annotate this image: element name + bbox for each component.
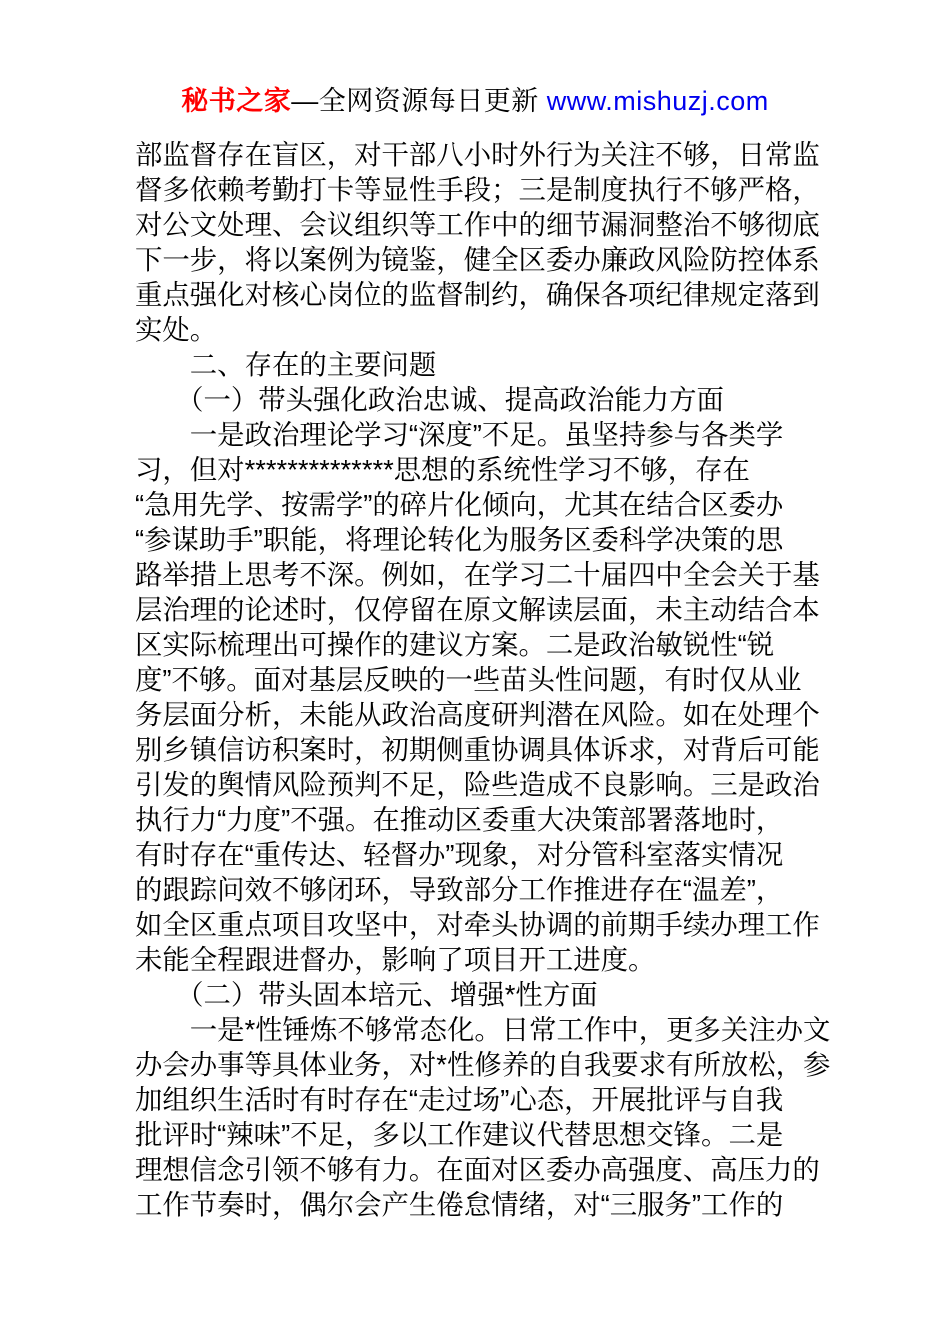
text-line: 加组织生活时有时存在“走过场”心态，开展批评与自我 bbox=[135, 1084, 784, 1115]
text-line: 有时存在“重传达、轻督办”现象，对分管科室落实情况 bbox=[135, 839, 784, 870]
text-line: 部监督存在盲区，对干部八小时外行为关注不够，日常监 bbox=[135, 139, 820, 170]
text-line: “参谋助手”职能，将理论转化为服务区委科学决策的思 bbox=[135, 524, 784, 555]
text-line: 督多依赖考勤打卡等显性手段；三是制度执行不够严格， bbox=[135, 174, 820, 205]
site-name-separator: — bbox=[291, 86, 319, 116]
text-line: 理想信念引领不够有力。在面对区委办高强度、高压力的 bbox=[135, 1154, 820, 1185]
text-line: 重点强化对核心岗位的监督制约，确保各项纪律规定落到 bbox=[135, 279, 820, 310]
text-line: 的跟踪问效不够闭环，导致部分工作推进存在“温差”， bbox=[135, 874, 784, 905]
text-line: 一是*性锤炼不够常态化。日常工作中，更多关注办文 bbox=[135, 1014, 831, 1045]
text-line: 二、存在的主要问题 bbox=[135, 349, 437, 380]
text-line: 如全区重点项目攻坚中，对牵头协调的前期手续办理工作 bbox=[135, 909, 820, 940]
text-line: “急用先学、按需学”的碎片化倾向，尤其在结合区委办 bbox=[135, 489, 784, 520]
text-line: 度”不够。面对基层反映的一些苗头性问题，有时仅从业 bbox=[135, 664, 802, 695]
text-line: 路举措上思考不深。例如，在学习二十届四中全会关于基 bbox=[135, 559, 820, 590]
text-line: （二）带头固本培元、增强*性方面 bbox=[135, 979, 598, 1010]
site-header bbox=[0, 84, 950, 118]
text-line: 层治理的论述时，仅停留在原文解读层面，未主动结合本 bbox=[135, 594, 820, 625]
text-line: 工作节奏时，偶尔会产生倦怠情绪，对“三服务”工作的 bbox=[135, 1189, 784, 1220]
text-line: 下一步，将以案例为镜鉴，健全区委办廉政风险防控体系 bbox=[135, 244, 820, 275]
text-line: 一是政治理论学习“深度”不足。虽坚持参与各类学 bbox=[135, 419, 784, 450]
text-line: 执行力“力度”不强。在推动区委重大决策部署落地时， bbox=[135, 804, 784, 835]
site-url-link[interactable]: www.mishuzj.com bbox=[546, 86, 769, 116]
text-line: 对公文处理、会议组织等工作中的细节漏洞整治不够彻底 bbox=[135, 209, 820, 240]
text-line: 批评时“辣味”不足，多以工作建议代替思想交锋。二是 bbox=[135, 1119, 784, 1150]
document-body bbox=[135, 137, 831, 1222]
text-line: 办会办事等具体业务，对*性修养的自我要求有所放松，参 bbox=[135, 1049, 831, 1080]
text-line: 习，但对**************思想的系统性学习不够，存在 bbox=[135, 454, 750, 485]
text-line: 未能全程跟进督办，影响了项目开工进度。 bbox=[135, 944, 656, 975]
tagline-url-space bbox=[539, 86, 547, 116]
text-line: （一）带头强化政治忠诚、提高政治能力方面 bbox=[135, 384, 724, 415]
text-line: 引发的舆情风险预判不足，险些造成不良影响。三是政治 bbox=[135, 769, 820, 800]
site-tagline: 全网资源每日更新 bbox=[318, 86, 539, 116]
site-name: 秘书之家 bbox=[181, 86, 292, 116]
text-line: 区实际梳理出可操作的建议方案。二是政治敏锐性“锐 bbox=[135, 629, 775, 660]
text-line: 实处。 bbox=[135, 314, 218, 345]
text-line: 别乡镇信访积案时，初期侧重协调具体诉求，对背后可能 bbox=[135, 734, 820, 765]
text-line: 务层面分析，未能从政治高度研判潜在风险。如在处理个 bbox=[135, 699, 820, 730]
